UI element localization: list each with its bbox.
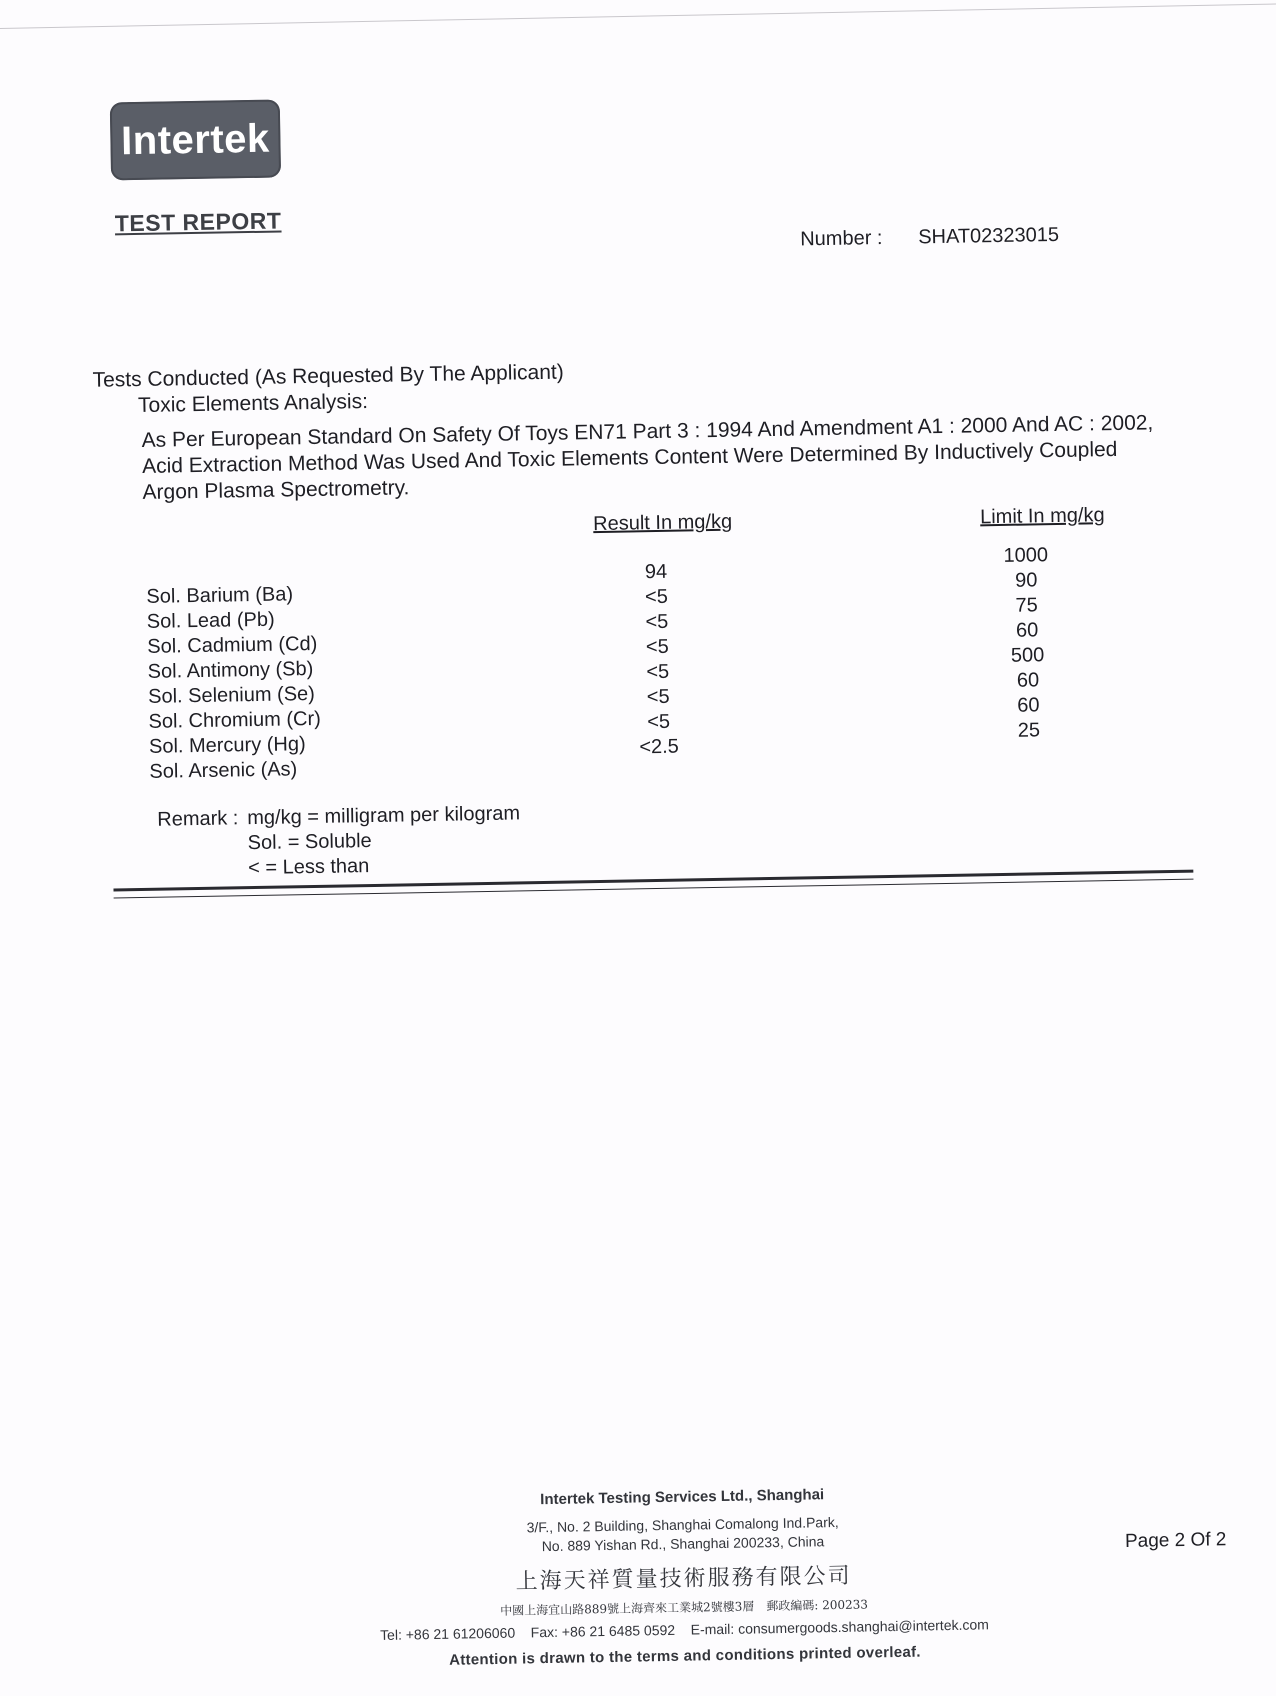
element-limit: 60	[1015, 619, 1039, 642]
limit-column-header: Limit In mg/kg	[979, 504, 1105, 529]
page-number: Page 2 Of 2	[1124, 1529, 1227, 1552]
tests-heading: Tests Conducted (As Requested By The Applicant)	[92, 360, 564, 392]
intertek-logo: Intertek	[110, 99, 281, 180]
test-method-paragraph: As Per European Standard On Safety Of Toys EN71 Part 3 : 1994 And Amendment A1 : 2000 And AC : 2002, Acid Extraction Method Was Used And Toxic Elements Content Were Determined By Inductively Coupled Argon Plasma Spectrometry.	[141, 411, 1154, 504]
element-name: Sol. Lead (Pb)	[146, 608, 275, 633]
remark-label: Remark :	[157, 807, 239, 831]
footer-chinese-address: 中國上海宜山路889號上海齊來工業城2號樓3層 郵政編碼: 200233	[500, 1597, 869, 1618]
report-number-value: SHAT02323015	[918, 223, 1060, 249]
footer-fax: Fax: +86 21 6485 0592	[530, 1621, 676, 1641]
element-result: <2.5	[639, 735, 680, 759]
element-result: <5	[645, 610, 669, 634]
footer-company: Intertek Testing Services Ltd., Shanghai	[540, 1486, 825, 1509]
result-column-header: Result In mg/kg	[592, 510, 733, 536]
element-name: Sol. Selenium (Se)	[147, 682, 316, 708]
element-result: <5	[646, 660, 670, 684]
remark-line: Sol. = Soluble	[247, 829, 372, 855]
element-limit: 25	[1017, 719, 1041, 742]
element-name: Sol. Arsenic (As)	[149, 758, 298, 783]
footer-contact	[344, 1616, 1024, 1644]
element-limit: 75	[1015, 594, 1038, 617]
element-limit: 60	[1017, 694, 1040, 717]
footer-address-line: No. 889 Yishan Rd., Shanghai 200233, China	[541, 1533, 825, 1555]
element-name: Sol. Cadmium (Cd)	[147, 632, 318, 658]
footer-tel: Tel: +86 21 61206060	[379, 1624, 516, 1643]
element-limit: 60	[1016, 669, 1040, 692]
element-result: <5	[645, 635, 669, 659]
report-title: TEST REPORT	[114, 207, 282, 237]
footer-address-line: 3/F., No. 2 Building, Shanghai Comalong Ind.Park,	[526, 1513, 839, 1536]
element-name: Sol. Chromium (Cr)	[148, 707, 321, 733]
footer-attention: Attention is drawn to the terms and conditions printed overleaf.	[448, 1643, 921, 1669]
element-name: Sol. Antimony (Sb)	[147, 657, 314, 683]
footer	[342, 1483, 1025, 1671]
element-limit: 500	[1010, 644, 1045, 667]
element-name: Sol. Mercury (Hg)	[148, 733, 306, 758]
footer-email: E-mail: consumergoods.shanghai@intertek.com	[690, 1616, 990, 1638]
element-result: <5	[646, 685, 670, 709]
element-limit: 1000	[1003, 544, 1049, 567]
report-number-label: Number :	[800, 226, 883, 251]
element-name: Sol. Barium (Ba)	[146, 583, 294, 608]
element-result: 94	[644, 560, 668, 584]
element-limit: 90	[1014, 569, 1038, 592]
remark-line: mg/kg = milligram per kilogram	[247, 802, 521, 830]
remark-line: < = Less than	[247, 855, 370, 880]
element-result: <5	[644, 585, 669, 609]
toxic-elements-heading: Toxic Elements Analysis:	[137, 389, 369, 418]
element-result: <5	[647, 710, 671, 734]
footer-chinese-name: 上海天祥質量技術服務有限公司	[515, 1563, 852, 1595]
